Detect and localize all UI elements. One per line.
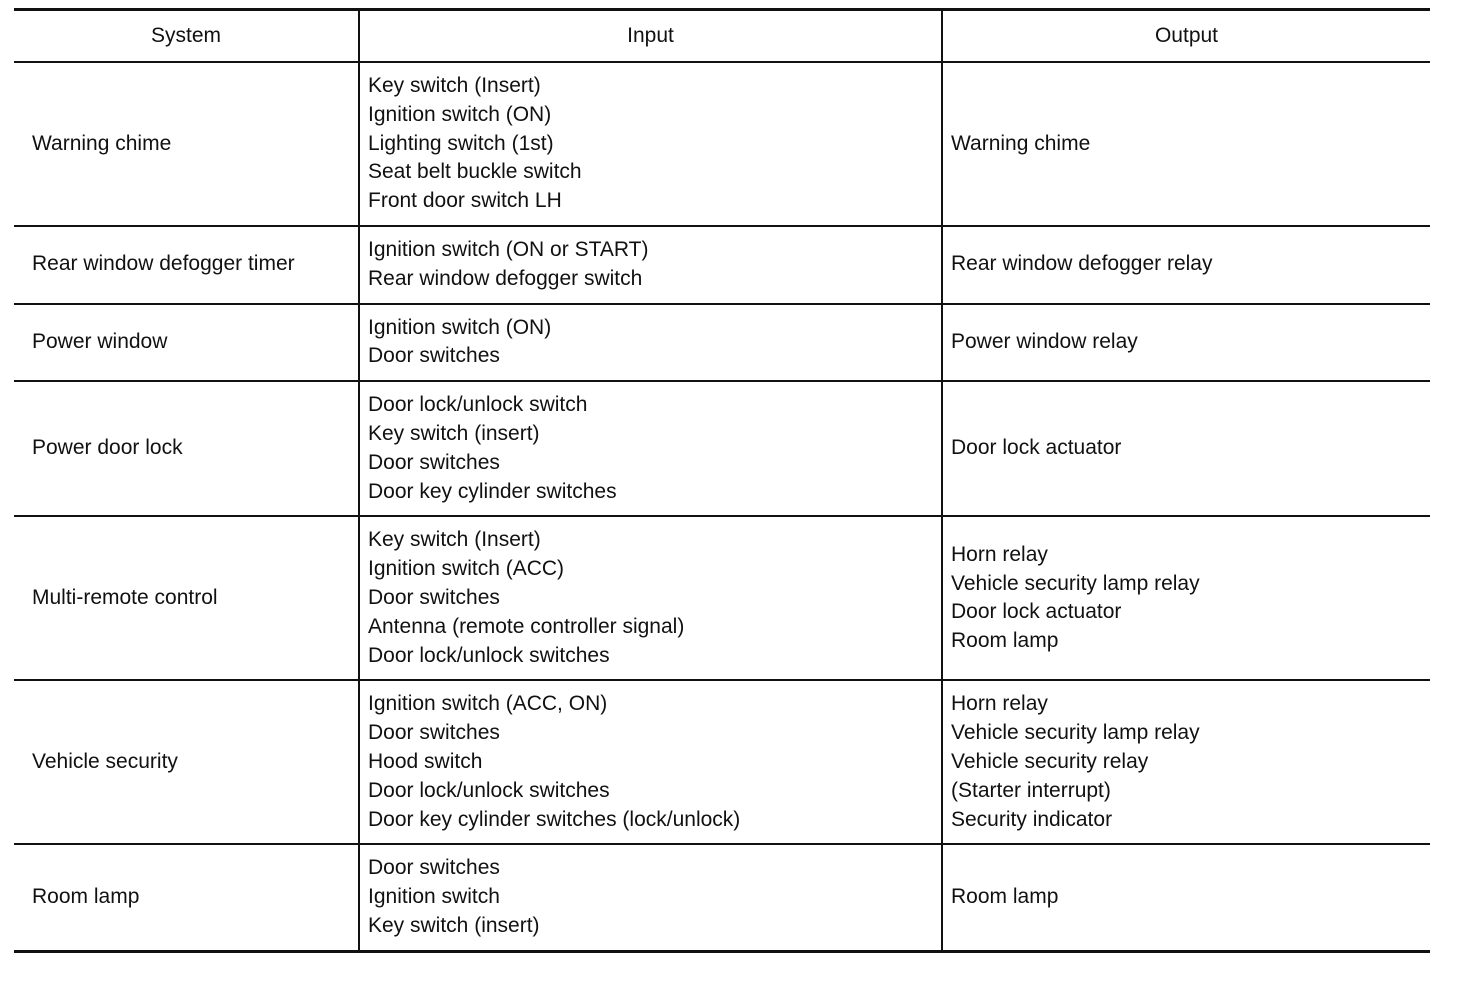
output-item: Horn relay — [951, 692, 1048, 716]
table-body — [14, 62, 1430, 951]
table-row — [14, 844, 1430, 951]
header-output: Output — [942, 10, 1430, 63]
system-cell: Warning chime — [14, 62, 359, 226]
header-system: System — [14, 10, 359, 63]
input-item: Ignition switch (ON) — [368, 315, 552, 339]
output-item: (Starter interrupt) — [951, 778, 1111, 802]
output-cell — [942, 680, 1430, 844]
input-item: Key switch (insert) — [368, 913, 540, 937]
system-cell: Vehicle security — [14, 680, 359, 844]
table-row — [14, 680, 1430, 844]
system-cell: Room lamp — [32, 885, 140, 909]
input-cell — [359, 516, 942, 680]
table-row — [14, 381, 1430, 516]
input-item: Door lock/unlock switches — [368, 643, 610, 667]
table-row — [14, 516, 1430, 680]
output-item: Vehicle security relay — [951, 749, 1149, 773]
table-row — [14, 304, 1430, 382]
input-cell — [359, 381, 942, 516]
input-item: Rear window defogger switch — [368, 266, 643, 290]
output-item: Vehicle security lamp relay — [951, 571, 1200, 595]
input-cell — [359, 680, 942, 844]
input-item: Door lock/unlock switches — [368, 778, 610, 802]
output-cell — [942, 62, 1430, 226]
table-row — [14, 226, 1430, 304]
input-item: Door key cylinder switches — [368, 479, 617, 503]
input-item: Door key cylinder switches (lock/unlock) — [368, 807, 741, 831]
input-item: Door switches — [368, 450, 500, 474]
input-item: Antenna (remote controller signal) — [368, 614, 685, 638]
output-cell — [942, 226, 1430, 304]
input-cell — [359, 62, 942, 226]
input-item: Door switches — [368, 344, 500, 368]
input-item: Door lock/unlock switch — [368, 393, 588, 417]
input-cell — [359, 304, 942, 382]
input-item: Front door switch LH — [368, 189, 562, 213]
input-cell — [359, 844, 942, 951]
output-item: Power window relay — [951, 329, 1138, 353]
system-io-table-container — [14, 8, 1430, 953]
input-item: Door switches — [368, 856, 500, 880]
output-item: Security indicator — [951, 807, 1113, 831]
system-cell: Multi-remote control — [14, 516, 359, 680]
input-item: Lighting switch (1st) — [368, 131, 554, 155]
input-cell — [359, 226, 942, 304]
table-header — [14, 10, 1430, 63]
input-item: Key switch (Insert) — [368, 528, 541, 552]
output-item: Horn relay — [951, 542, 1048, 566]
output-cell — [942, 516, 1430, 680]
input-item: Door switches — [368, 721, 500, 745]
output-cell — [942, 304, 1430, 382]
output-item: Door lock actuator — [951, 600, 1122, 624]
input-item: Ignition switch (ACC, ON) — [368, 692, 608, 716]
input-item: Ignition switch (ACC) — [368, 557, 565, 581]
system-cell: Power door lock — [14, 381, 359, 516]
system-io-table — [14, 8, 1430, 953]
system-cell: Rear window defogger timer — [14, 226, 359, 304]
output-item: Door lock actuator — [951, 436, 1122, 460]
input-item: Ignition switch — [368, 885, 500, 909]
input-item: Door switches — [368, 585, 500, 609]
input-item: Key switch (insert) — [368, 421, 540, 445]
output-item: Room lamp — [951, 885, 1059, 909]
output-item: Warning chime — [951, 131, 1091, 155]
output-item: Room lamp — [951, 629, 1059, 653]
input-item: Ignition switch (ON) — [368, 102, 552, 126]
output-cell — [942, 381, 1430, 516]
input-item: Ignition switch (ON or START) — [368, 237, 649, 261]
input-item: Hood switch — [368, 749, 483, 773]
output-cell — [942, 844, 1430, 951]
input-item: Seat belt buckle switch — [368, 160, 582, 184]
system-cell: Power window — [14, 304, 359, 382]
header-input: Input — [359, 10, 942, 63]
table-row — [14, 62, 1430, 226]
output-item: Rear window defogger relay — [951, 252, 1213, 276]
input-item: Key switch (Insert) — [368, 74, 541, 97]
output-item: Vehicle security lamp relay — [951, 721, 1200, 745]
header-row — [14, 10, 1430, 63]
